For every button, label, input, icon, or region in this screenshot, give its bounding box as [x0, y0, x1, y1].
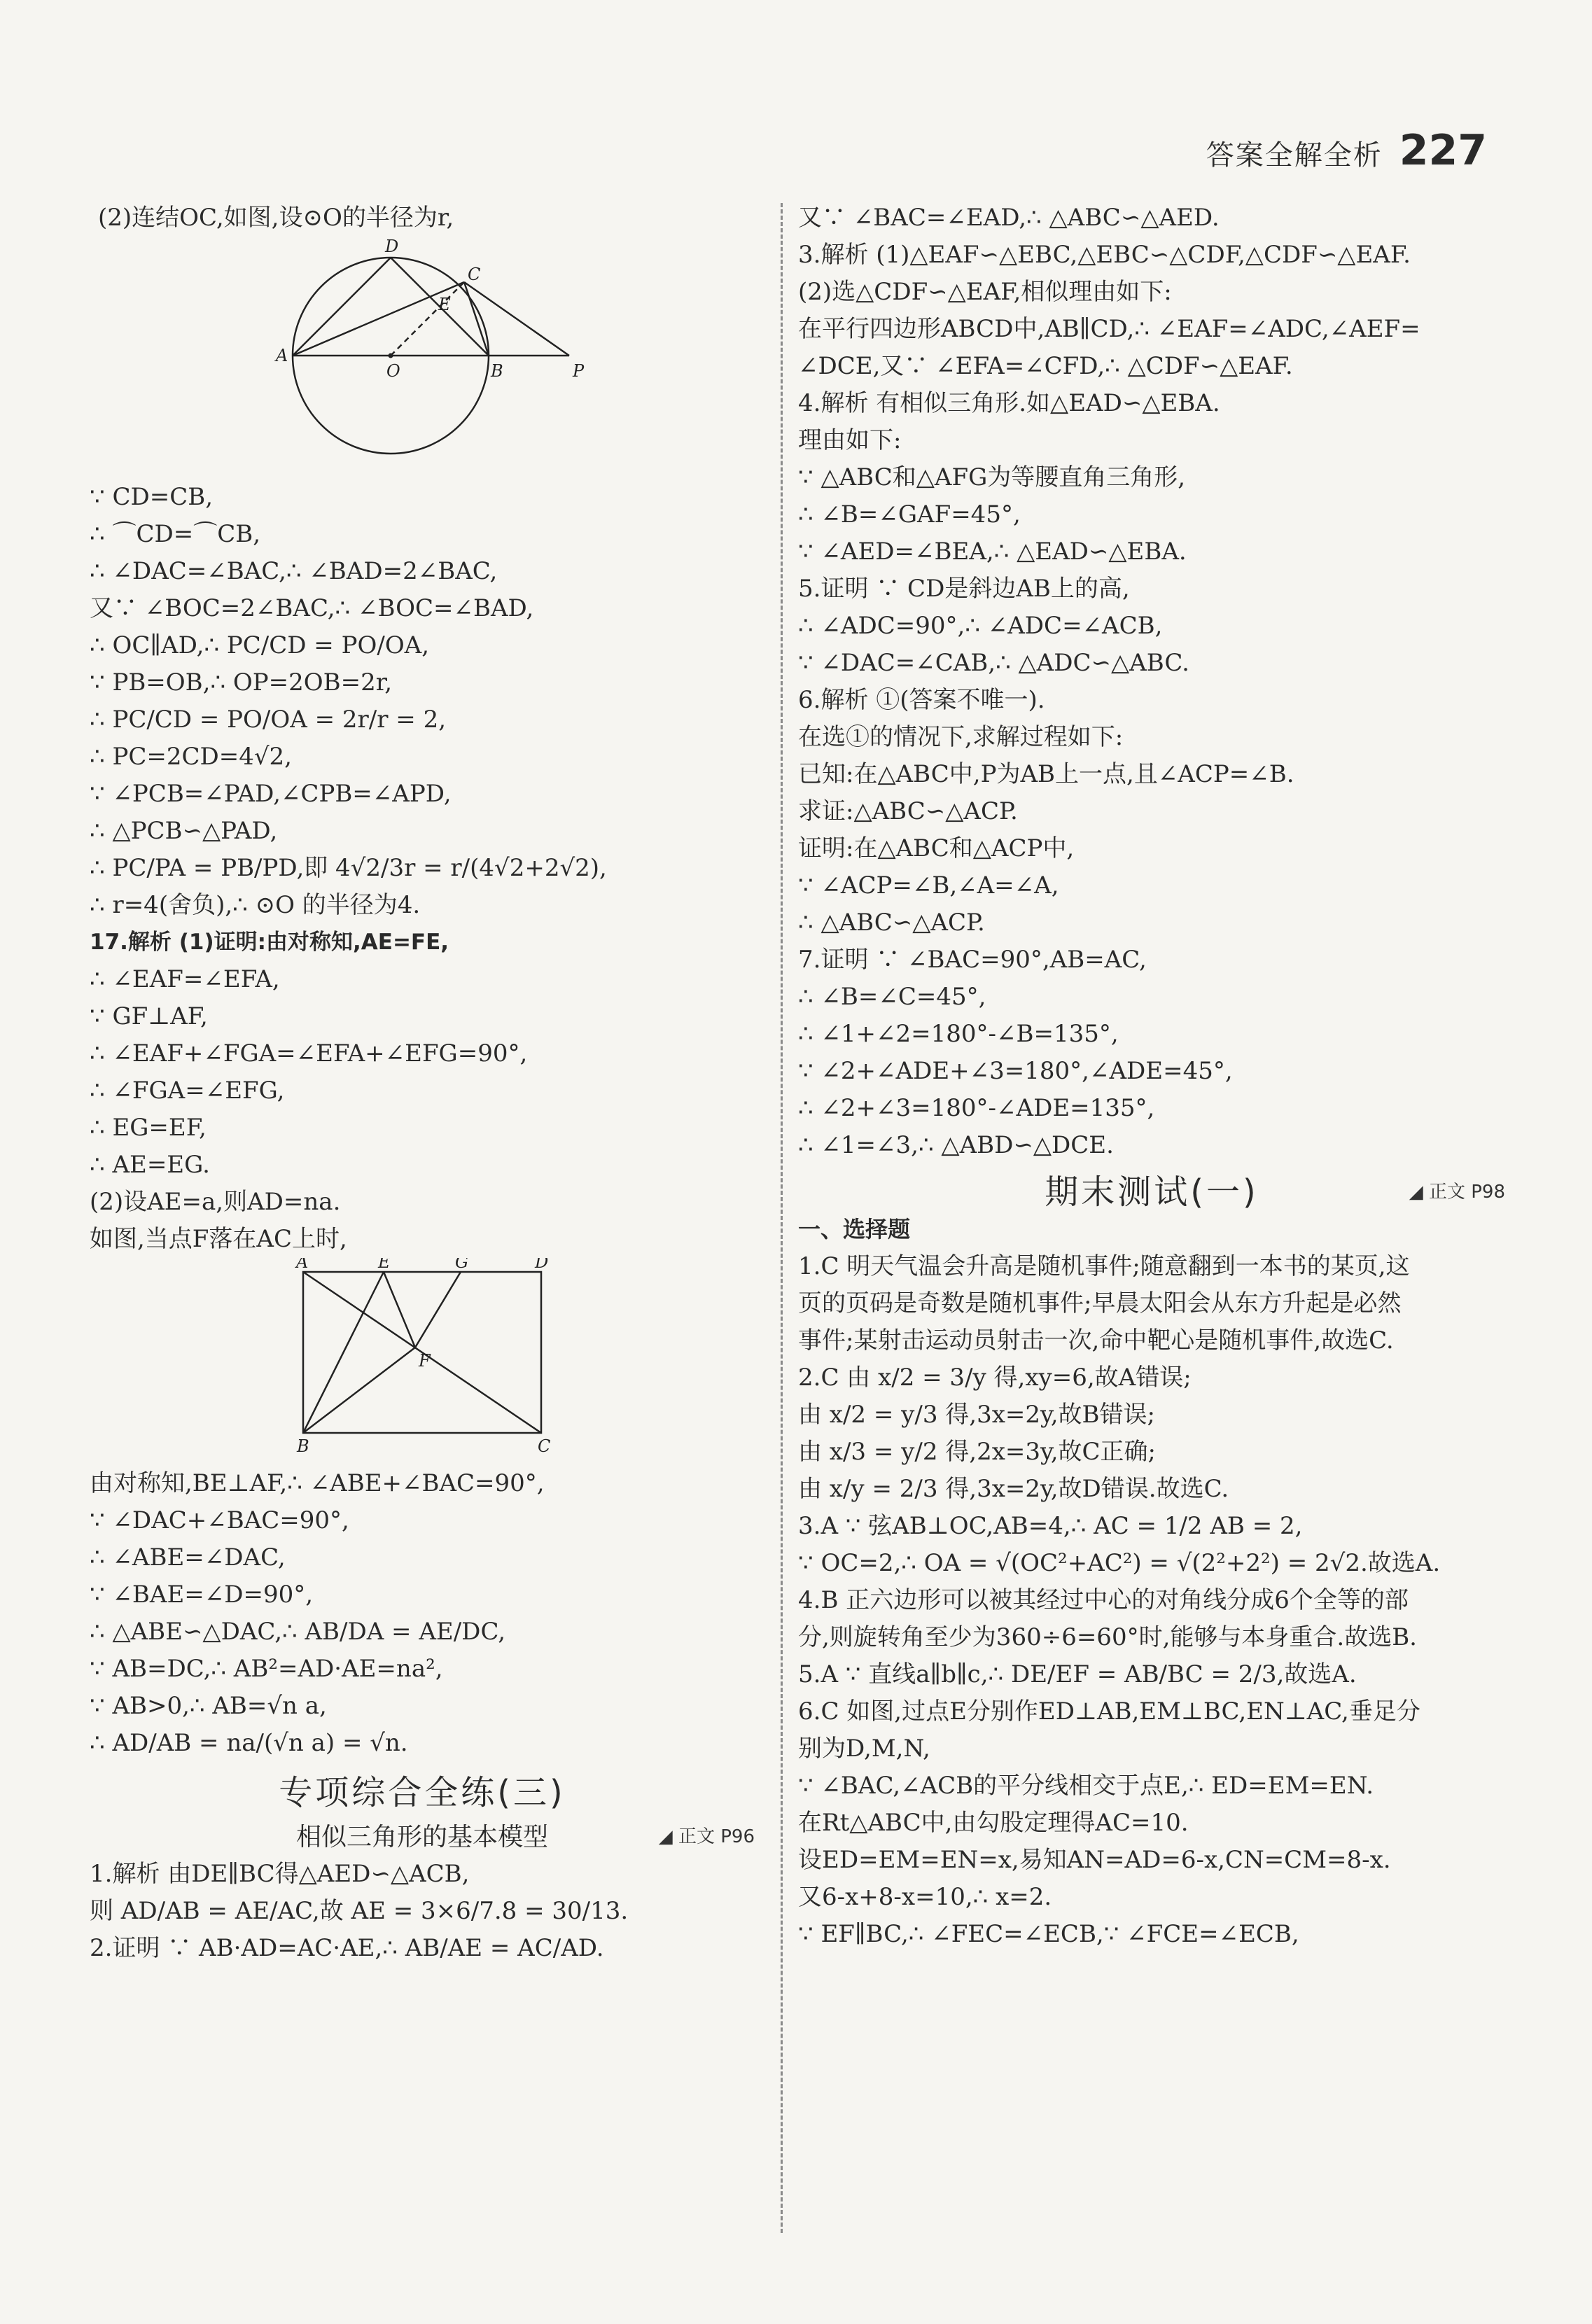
fig1-label: D	[385, 237, 399, 256]
text-line: (2)连结OC,如图,设⊙O的半径为r,	[98, 204, 454, 232]
section-subtitle-row	[90, 1819, 755, 1856]
text-line: 5.A ∵ 直线a∥b∥c,∴ DE/EF = AB/BC = 2/3,故选A.	[798, 1660, 1357, 1688]
text-line: ∴ ∠ADC=90°,∴ ∠ADC=∠ACB,	[798, 612, 1163, 640]
text-line: 4.解析 有相似三角形.如△EAD∽△EBA.	[798, 389, 1220, 417]
text-line: ∴ ∠DAC=∠BAC,∴ ∠BAD=2∠BAC,	[90, 557, 498, 585]
text-line: 页的页码是奇数是随机事件;早晨太阳会从东方升起是必然	[798, 1289, 1402, 1317]
text-line: 6.C 如图,过点E分别作ED⊥AB,EM⊥BC,EN⊥AC,垂足分	[798, 1698, 1420, 1726]
rectangle-figure	[90, 1258, 755, 1454]
circle-figure	[90, 237, 755, 468]
fig1-label: E	[438, 295, 451, 314]
text-line: ∴ r=4(舍负),∴ ⊙O 的半径为4.	[90, 891, 421, 919]
text-line: ∴ ∠EAF+∠FGA=∠EFA+∠EFG=90°,	[90, 1040, 528, 1068]
answer-17-heading: 17.解析 (1)证明:由对称知,AE=FE,	[90, 930, 449, 955]
text-line: ∵ AB>0,∴ AB=√n a,	[90, 1692, 327, 1720]
fig1-label: A	[276, 346, 288, 365]
text-line: 分,则旋转角至少为360÷6=60°时,能够与本身重合.故选B.	[798, 1623, 1417, 1651]
text-line: 由 x/3 = y/2 得,2x=3y,故C正确;	[798, 1438, 1156, 1466]
text-line: ∵ ∠PCB=∠PAD,∠CPB=∠APD,	[90, 780, 452, 808]
fig1-label: P	[573, 361, 585, 381]
text-line: ∵ OC=2,∴ OA = √(OC²+AC²) = √(2²+2²) = 2√2.故选A.	[798, 1549, 1441, 1577]
text-line: 由 x/2 = y/3 得,3x=2y,故B错误;	[798, 1401, 1155, 1429]
text-line: ∴ OC∥AD,∴ PC/CD = PO/OA,	[90, 631, 430, 659]
text-line: (2)选△CDF∽△EAF,相似理由如下:	[798, 278, 1172, 306]
right-column	[798, 200, 1505, 1953]
text-line: ∵ GF⊥AF,	[90, 1002, 208, 1030]
text-line: 1.C 明天气温会升高是随机事件;随意翻到一本书的某页,这	[798, 1252, 1410, 1280]
text-line: ∴ PC=2CD=4√2,	[90, 743, 292, 771]
arrow-icon: ◢	[1409, 1182, 1429, 1203]
final-test-title-row	[798, 1174, 1505, 1211]
text-line: ∵ ∠DAC=∠CAB,∴ △ADC∽△ABC.	[798, 649, 1189, 677]
text-line: ∴ △ABC∽△ACP.	[798, 909, 985, 937]
text-line: 已知:在△ABC中,P为AB上一点,且∠ACP=∠B.	[798, 760, 1294, 788]
text-line: 在平行四边形ABCD中,AB∥CD,∴ ∠EAF=∠ADC,∠AEF=	[798, 315, 1420, 343]
text-line: ∴ AE=EG.	[90, 1151, 210, 1179]
text-line: ∵ △ABC和△AFG为等腰直角三角形,	[798, 463, 1186, 491]
text-line: 又6-x+8-x=10,∴ x=2.	[798, 1883, 1052, 1911]
section-title-special-practice: 专项综合全练(三)	[279, 1773, 566, 1812]
text-line: 1.解析 由DE∥BC得△AED∽△ACB,	[90, 1860, 470, 1888]
text-line: ∵ ∠AED=∠BEA,∴ △EAD∽△EBA.	[798, 538, 1187, 566]
text-line: ∴ PC/CD = PO/OA = 2r/r = 2,	[90, 706, 447, 734]
column-divider	[781, 203, 783, 2233]
text-line: ∵ AB=DC,∴ AB²=AD·AE=na²,	[90, 1655, 443, 1683]
text-line: ∴ ∠EAF=∠EFA,	[90, 965, 280, 993]
text-line: 又∵ ∠BOC=2∠BAC,∴ ∠BOC=∠BAD,	[90, 594, 534, 622]
page-reference	[1409, 1174, 1505, 1211]
section-title-final-test: 期末测试(一)	[1045, 1172, 1259, 1212]
text-line: ∵ EF∥BC,∴ ∠FEC=∠ECB,∵ ∠FCE=∠ECB,	[798, 1920, 1299, 1948]
fig2-label: D	[535, 1258, 549, 1272]
text-line: 4.B 正六边形可以被其经过中心的对角线分成6个全等的部	[798, 1586, 1409, 1614]
fig2-label: G	[455, 1258, 469, 1272]
text-line: ∵ PB=OB,∴ OP=2OB=2r,	[90, 668, 393, 696]
fig1-label: O	[386, 361, 400, 381]
text-line: 如图,当点F落在AC上时,	[90, 1225, 347, 1253]
left-column	[90, 200, 755, 1967]
text-line: 在选①的情况下,求解过程如下:	[798, 723, 1124, 751]
text-line: 由对称知,BE⊥AF,∴ ∠ABE+∠BAC=90°,	[90, 1469, 545, 1497]
text-line: ∵ ∠ACP=∠B,∠A=∠A,	[798, 872, 1059, 899]
text-line: ∴ ∠ABE=∠DAC,	[90, 1544, 286, 1572]
text-line: 求证:△ABC∽△ACP.	[798, 797, 1018, 825]
text-line: ∴ ∠2+∠3=180°-∠ADE=135°,	[798, 1094, 1155, 1122]
text-line: ∵ ∠BAE=∠D=90°,	[90, 1581, 314, 1609]
text-line: 7.证明 ∵ ∠BAC=90°,AB=AC,	[798, 946, 1147, 974]
fig1-label: C	[468, 265, 481, 284]
text-line: ∴ ∠B=∠C=45°,	[798, 983, 986, 1011]
page-reference-text: 正文 P96	[678, 1826, 755, 1847]
fig2-label: A	[296, 1258, 309, 1272]
text-line: ∴ ∠1=∠3,∴ △ABD∽△DCE.	[798, 1131, 1114, 1159]
text-line: ∴ PC/PA = PB/PD,即 4√2/3r = r/(4√2+2√2),	[90, 854, 607, 882]
header-title: 答案全解全析	[1206, 139, 1383, 172]
page-reference-text: 正文 P98	[1428, 1182, 1505, 1203]
text-line: 由 x/y = 2/3 得,3x=2y,故D错误.故选C.	[798, 1475, 1229, 1503]
page-number: 227	[1399, 126, 1487, 175]
text-line: ∴ ∠FGA=∠EFG,	[90, 1077, 285, 1105]
text-line: ∴ AD/AB = na/(√n a) = √n.	[90, 1729, 408, 1757]
arrow-icon: ◢	[658, 1826, 678, 1847]
text-line: ∴ ∠B=∠GAF=45°,	[798, 500, 1021, 528]
text-line: 6.解析 ①(答案不唯一).	[798, 686, 1045, 714]
text-line: ∵ ∠BAC,∠ACB的平分线相交于点E,∴ ED=EM=EN.	[798, 1772, 1374, 1800]
text-line: 则 AD/AB = AE/AC,故 AE = 3×6/7.8 = 30/13.	[90, 1897, 629, 1925]
text-line: (2)设AE=a,则AD=na.	[90, 1188, 341, 1216]
text-line: ∴ △PCB∽△PAD,	[90, 817, 278, 845]
text-line: ∴ △ABE∽△DAC,∴ AB/DA = AE/DC,	[90, 1618, 506, 1646]
fig2-label: C	[538, 1436, 551, 1454]
text-line: 5.证明 ∵ CD是斜边AB上的高,	[798, 575, 1130, 603]
text-line: 别为D,M,N,	[798, 1735, 930, 1763]
text-line: 2.证明 ∵ AB·AD=AC·AE,∴ AB/AE = AC/AD.	[90, 1934, 604, 1962]
text-line: 3.解析 (1)△EAF∽△EBC,△EBC∽△CDF,△CDF∽△EAF.	[798, 241, 1411, 269]
section-subtitle: 相似三角形的基本模型	[295, 1823, 548, 1851]
text-line: 在Rt△ABC中,由勾股定理得AC=10.	[798, 1809, 1189, 1837]
page-reference	[659, 1819, 755, 1856]
text-line: ∵ ∠2+∠ADE+∠3=180°,∠ADE=45°,	[798, 1057, 1233, 1085]
text-line: ∵ CD=CB,	[90, 483, 214, 511]
text-line: 事件;某射击运动员射击一次,命中靶心是随机事件,故选C.	[798, 1326, 1394, 1354]
text-line: ∠DCE,又∵ ∠EFA=∠CFD,∴ △CDF∽△EAF.	[798, 352, 1293, 380]
fig2-label: F	[419, 1351, 431, 1371]
text-line: 又∵ ∠BAC=∠EAD,∴ △ABC∽△AED.	[798, 204, 1220, 232]
text-line: 2.C 由 x/2 = 3/y 得,xy=6,故A错误;	[798, 1364, 1192, 1392]
text-line: 理由如下:	[798, 426, 902, 454]
text-line: 设ED=EM=EN=x,易知AN=AD=6-x,CN=CM=8-x.	[798, 1846, 1391, 1874]
fig2-label: B	[297, 1436, 309, 1454]
text-line: ∵ ∠DAC+∠BAC=90°,	[90, 1506, 349, 1534]
text-line: ∴ EG=EF,	[90, 1114, 207, 1142]
text-line: 3.A ∵ 弦AB⊥OC,AB=4,∴ AC = 1/2 AB = 2,	[798, 1512, 1303, 1540]
fig1-label: B	[491, 361, 503, 381]
text-line: 证明:在△ABC和△ACP中,	[798, 834, 1075, 862]
text-line: ∴ ⌒CD=⌒CB,	[90, 520, 261, 548]
text-line: ∴ ∠1+∠2=180°-∠B=135°,	[798, 1020, 1119, 1048]
part-heading: 一、选择题	[798, 1216, 911, 1242]
page-header	[1206, 126, 1487, 175]
fig2-label: E	[378, 1258, 391, 1272]
